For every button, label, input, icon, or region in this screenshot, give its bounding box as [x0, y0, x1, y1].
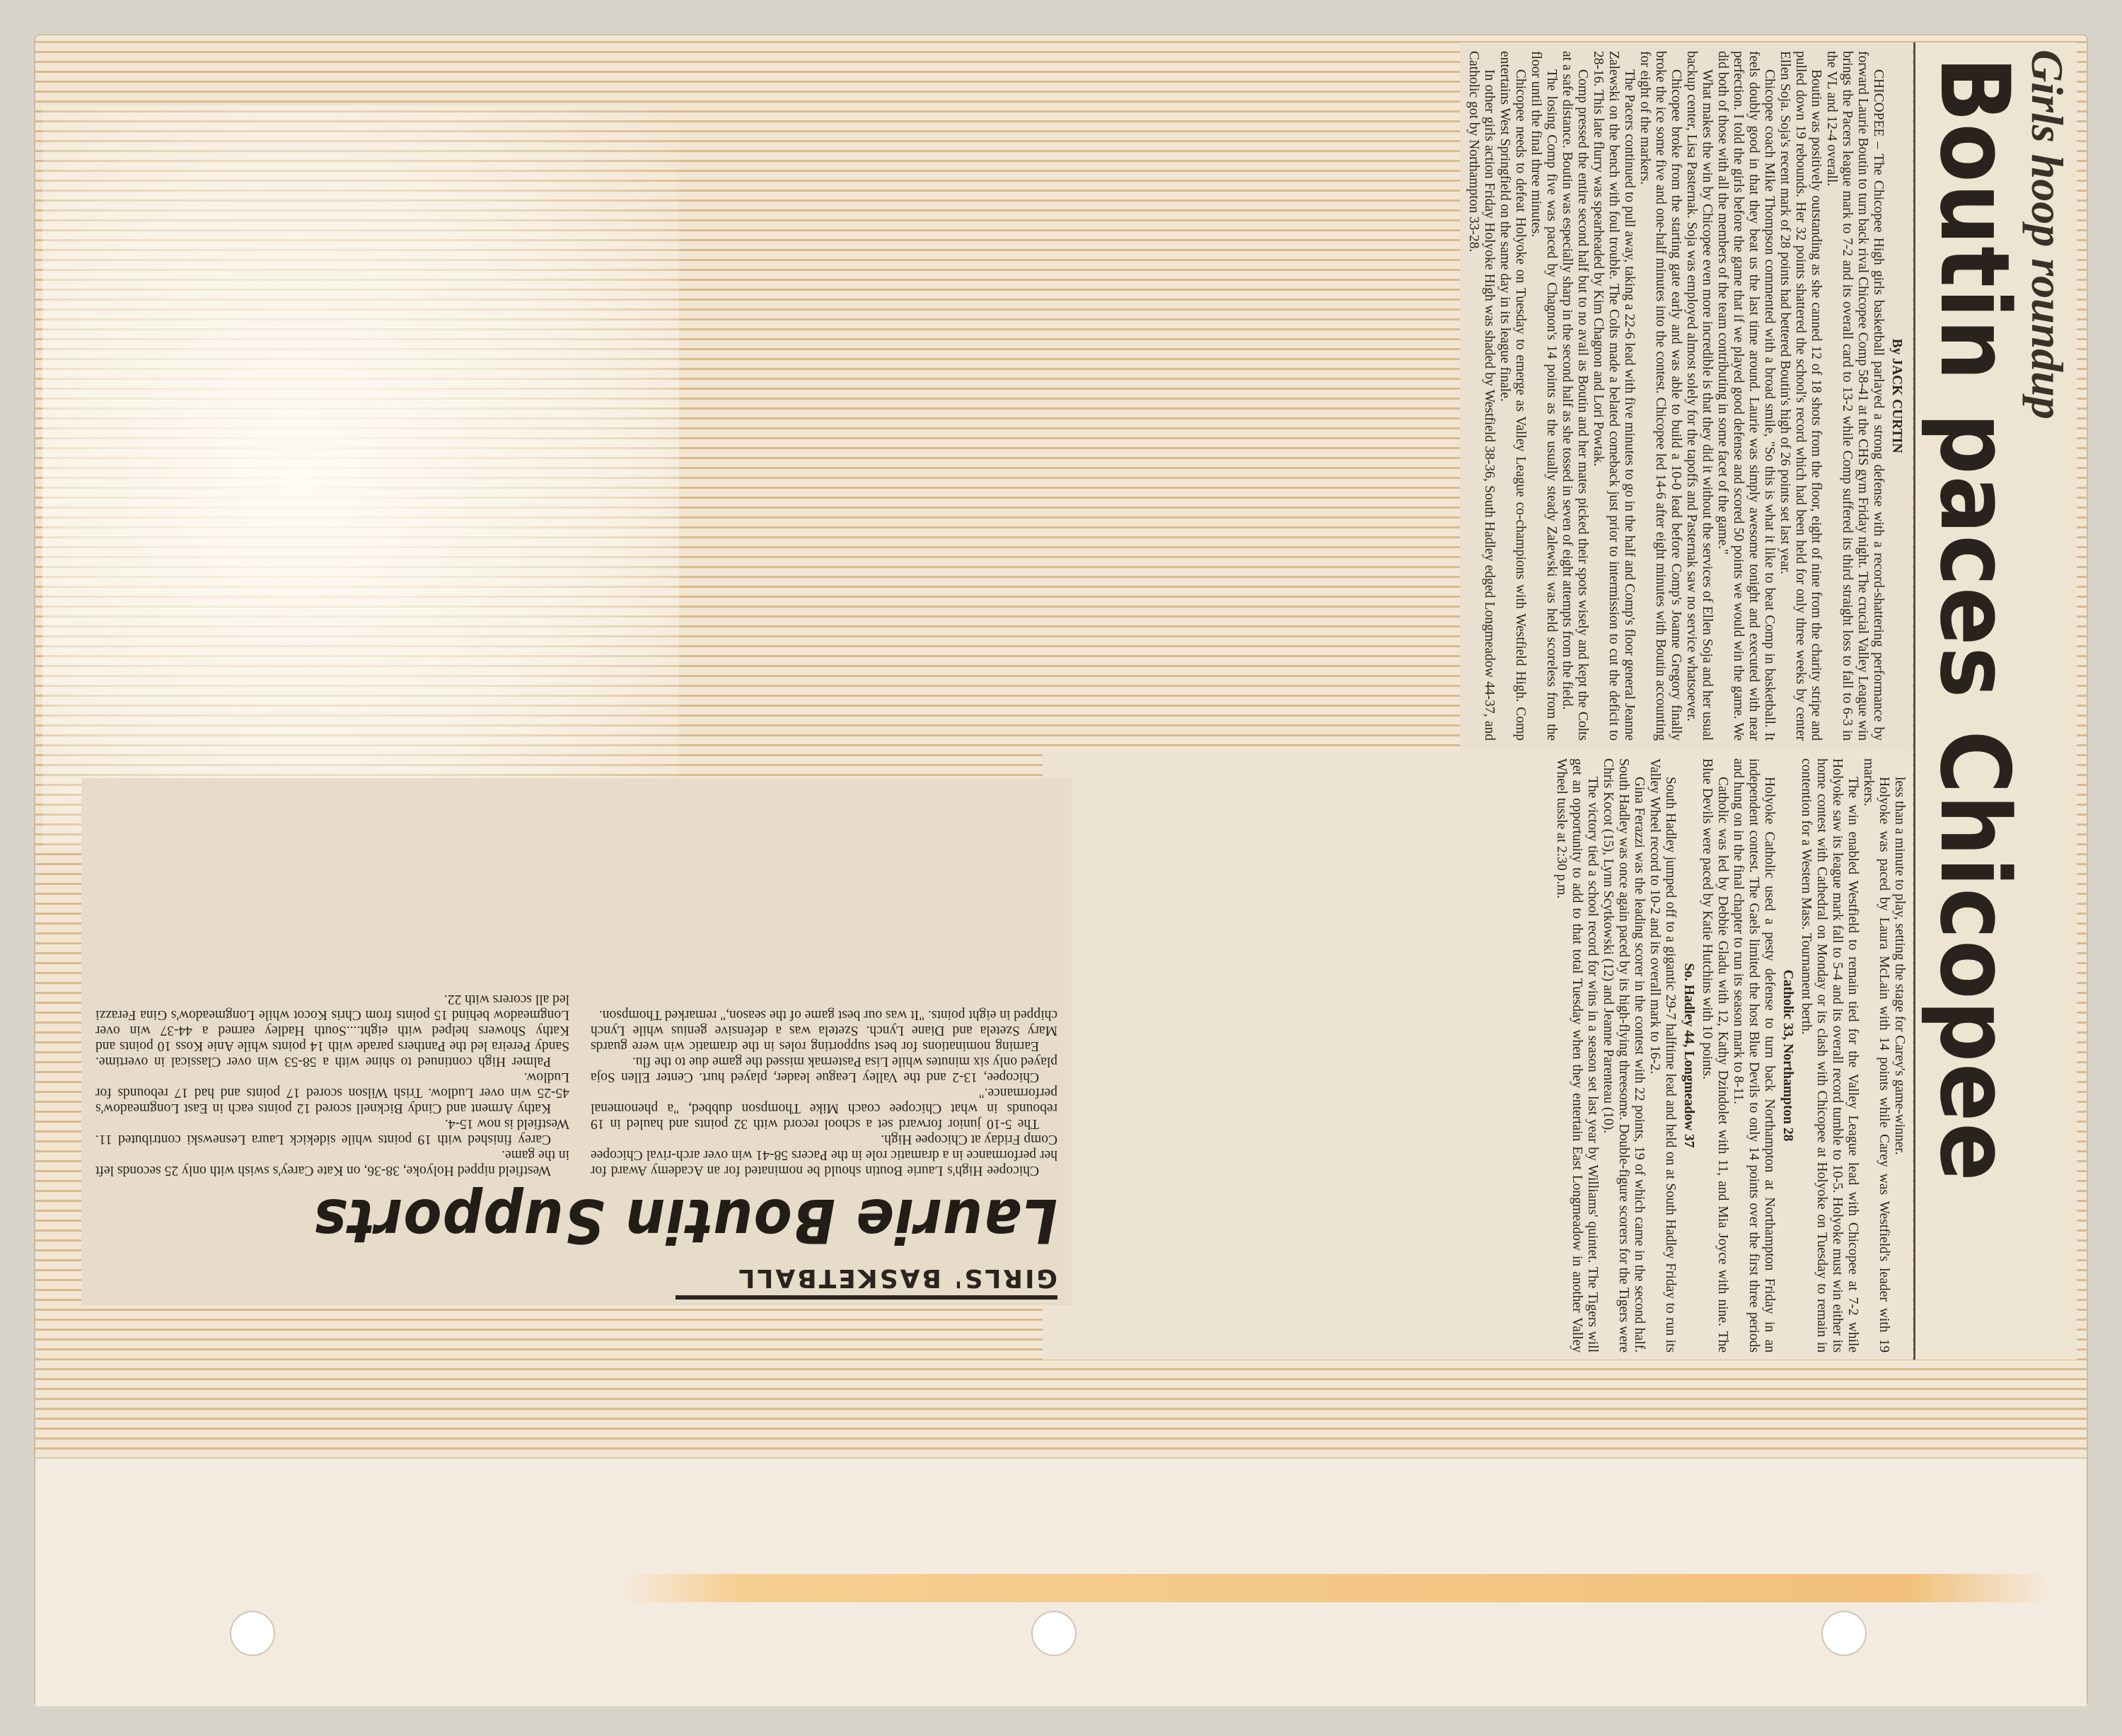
paragraph: Boutin was positively outstanding as she canned 12 of 18 shots from the floor, eight of nine from the charity stripe and pulled down 19 rebounds. Her 32 points shattered the school's record which had been held for only three weeks by center Ellen Soja. Soja's recent mark of 28 points had bettered Boutin's high of 26 points set last year. — [1778, 51, 1824, 741]
headline: Laurie Boutin Supports — [313, 1185, 1057, 1256]
paragraph: Holyoke was paced by Laura McLain with 14 points while Carey was Westfield's leader with 19 markers. — [1861, 758, 1891, 1353]
punch-hole-left — [230, 1611, 275, 1656]
page-washout — [42, 106, 679, 849]
headline-area — [1914, 42, 2077, 1360]
paragraph: Earning nominations for best supporting roles in the dramatic win were guards Mary Szetela and Diane Lynch. Szetela was a defensive genius while Lynch chipped in eight points. "It was our best game of the season," remarked Thompson. — [591, 1007, 1057, 1053]
kicker: Girls hoop roundup — [2022, 50, 2072, 419]
section-label: GIRLS' BASKETBALL — [676, 1257, 1057, 1300]
paragraph: The 5-10 junior forward set a school record with 32 points and hauled in 19 rebounds in what Chicopee coach Mike Thompson dubbed, "a phenomenal performance." — [591, 1085, 1057, 1131]
paragraph: Carey finished with 19 points while sidekick Laura Lesnewski contributed 11. Westfield is now 15-4. — [95, 1116, 569, 1147]
article-column-1 — [591, 789, 1057, 1178]
paragraph: The win enabled Westfield to remain tied for the Valley League lead with Chicopee at 7-2 while Holyoke saw its league mark fall to 5-4 and its overall record tumble to 10-5. Holyoke must win either its home contest with Cathedral on Monday or its clash with Chicopee at Holyoke on Tuesday to remain in contention for a Western Mass. Tournament berth. — [1799, 758, 1860, 1353]
article-column-2 — [1440, 758, 1907, 1353]
clipping-laurie-boutin-supports — [81, 778, 1072, 1305]
subhead: Catholic 33, Northampton 28 — [1780, 969, 1795, 1142]
paragraph: The losing Comp five was paced by Chagnon's 14 points as the usually steady Zalewski was held scoreless from the floor until the final three minutes. — [1529, 51, 1559, 741]
headline-rule — [1913, 42, 1915, 1360]
paragraph: In other girls action Friday Holyoke High was shaded by Westfield 38-36, South Hadley edged Longmeadow 44-37, and Catholic got by Northampton 33-28. — [1466, 51, 1497, 741]
paragraph: Kathy Arment and Cindy Bicknell scored 12 points each in East Longmeadow's 45-25 win over Ludlow. Trish Wilson scored 17 points and had 17 rebounds for Ludlow. — [95, 1070, 569, 1116]
paragraph: Westfield nipped Holyoke, 38-36, on Kate Carey's swish with only 25 seconds left in the game. — [95, 1147, 569, 1178]
article-column-1 — [1465, 51, 1907, 741]
byline: By JACK CURTIN — [1889, 338, 1904, 453]
subhead: So. Hadley 44, Longmeadow 37 — [1681, 963, 1696, 1148]
paragraph: The victory tied a school record for wins in a season set last year by Williams' quintet. The Tigers will get an opportunity to add to that total Tuesday when they entertain East Longmeadow in another Valley Wheel tussle at 2:30 p.m. — [1554, 758, 1600, 1353]
adhesive-stain — [622, 1574, 2051, 1602]
paragraph: The Pacers continued to pull away, taking a 22-6 lead with five minutes to go in the half and Comp's floor general Jeanne Zalewski on the bench with foul trouble. The Colts made a belated comeback just prior to intermission to cut the deficit to 28-16. This late flurry was spearheaded by Kim Chagnon and Lori Powtak. — [1591, 51, 1637, 741]
paragraph: Palmer High continued to shine with a 58-53 win over Classical in overtime. Sandy Pereira led the Panthers parade with 14 points while Anie Koss 10 points and Kathy Showers helped with eight....South Hadley earned a 44-37 win over Longmeadow behind 15 points from Chris Kocot while Longmeadow's Gina Ferazzi led all scorers with 22. — [95, 992, 569, 1069]
paragraph: Chicopee, 13-2 and the Valley League leader, played hurt. Center Ellen Soja played only six minutes while Lisa Pasternak missed the game due to the flu. — [591, 1054, 1057, 1084]
paragraph: Chicopee coach Mike Thompson commented with a broad smile, "So this is what it like to beat Comp in basketball. It feels doubly good in that they beat us the last time around. Laurie was simply awesome tonight and executed with near perfection. I told the girls before the game that if we played good defense and scored 50 points we would win the game. We did both of those with all the members of the team contributing in some facet of the game." — [1715, 51, 1777, 741]
clipping-boutin-paces-chicopee — [1043, 42, 2077, 1360]
paragraph: Holyoke Catholic used a pesty defense to turn back Northampton at Northampton Friday in an independent contest. The Gaels limited the host Blue Devils to only 14 points over the first three periods and hung on in the final chapter to run its season mark to 8-11. — [1731, 758, 1777, 1353]
paragraph: South Hadley jumped off to a gigantic 29-7 halftime lead and held on at South Hadley Friday to run its Valley Wheel record to 10-2 and its overall mark to 16-2. — [1647, 758, 1678, 1353]
paragraph: What makes the win by Chicopee even more incredible is that they did it without the services of Ellen Soja and her usual backup center, Lisa Pasternak. Soja was employed almost solely for the tapoffs and Pasternak saw no service whatsoever. — [1684, 51, 1715, 741]
punch-hole-middle — [1031, 1611, 1077, 1656]
paragraph: Chicopee needs to defeat Holyoke on Tuesday to emerge as Valley League co-champions with Westfield High. Comp entertains West Springfield on the same day in its league finale. — [1497, 51, 1528, 741]
paragraph: Chicopee broke from the starting gate early and was able to build a 10-0 lead before Comp's Joanne Gregory finally broke the ice some five and one-half minutes into the contest. Chicopee led 14-6 after eight minutes with Boutin accounting for eight of the markers. — [1637, 51, 1683, 741]
paragraph: Comp pressed the entire second half but to no avail as Boutin and her mates picked their spots wisely and kept the Colts at a safe distance. Boutin was especially sharp in the second half as she tossed in seven of eight attempts from the field. — [1560, 51, 1590, 741]
paragraph: Gina Ferazzi was the leading scorer in the contest with 22 points, 19 of which came in the second half. South Hadley was once again paced by its high-flying threesome. Double-figure scorers for the Tigers were Chris Kocot (15), Lynn Scytkowski (12) and Jeanne Parenteau (10). — [1601, 758, 1647, 1353]
paragraph: Catholic was led by Debbie Gladu with 12, Kathy Dzindolet with 11, and Mia Joyce with nine. The Blue Devils were paced by Katie Hutchins with 10 points. — [1700, 758, 1730, 1353]
punch-hole-right — [1821, 1611, 1867, 1656]
paragraph: Chicopee High's Laurie Boutin should be nominated for an Academy Award for her performance in a dramatic role in the Pacers 58-41 win over arch-rival Chicopee Comp Friday at Chicopee High. — [591, 1132, 1057, 1178]
paragraph: CHICOPEE – The Chicopee High girls basketball parlayed a strong defense with a record-shattering performance by forward Laurie Boutin to turn back rival Chicopee Comp 58-41 at the CHS gym Friday night. The crucial Valley League win brings the Pacers league mark to 7-2 and its overall card to 13-2 while Comp suffered its third straight loss to fall to 6-3 in the VL and 12-4 overall. — [1824, 51, 1886, 741]
paragraph: less than a minute to play, setting the stage for Carey's game-winner. — [1892, 777, 1907, 1155]
article-column-2 — [95, 789, 569, 1178]
headline: Boutin paces Chicopee — [1919, 57, 2030, 1183]
